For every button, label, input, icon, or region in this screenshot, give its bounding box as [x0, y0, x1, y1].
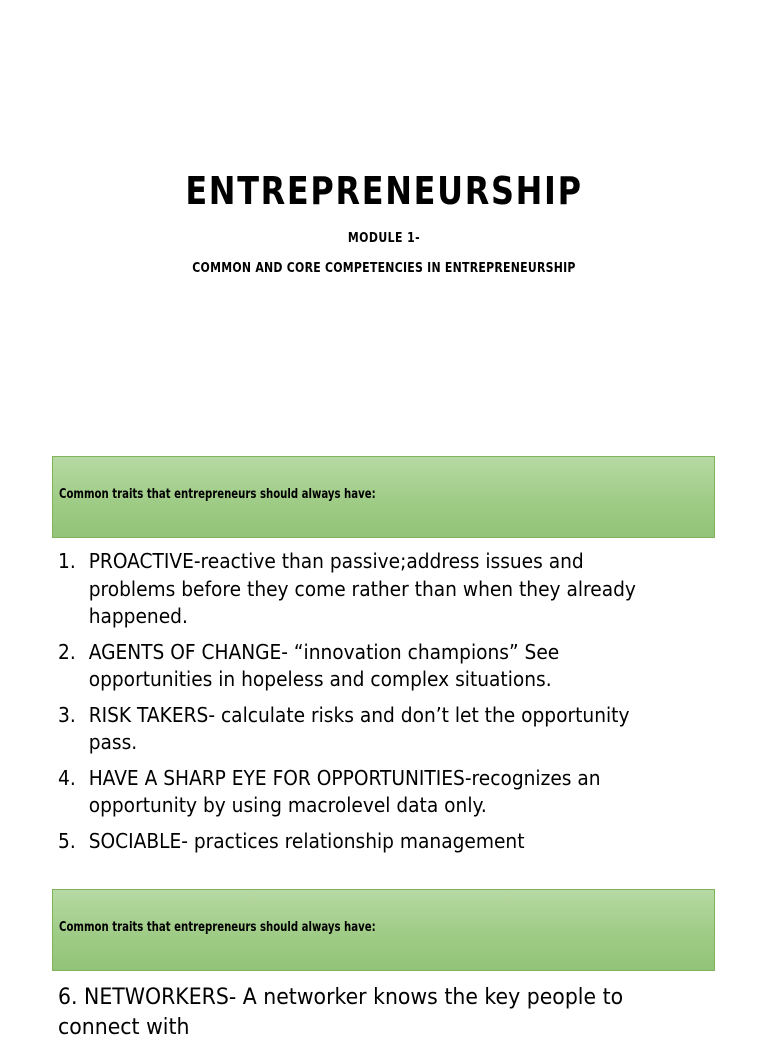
list-item-text: RISK TAKERS- calculate risks and don’t let the opportunity pass. — [88, 702, 630, 754]
section-header-text: Common traits that entrepreneurs should always have: — [59, 920, 376, 935]
list-item-text: PROACTIVE-reactive than passive;address issues and problems before they come rather than when they already happened. — [88, 549, 636, 628]
list-item-networkers: 6. NETWORKERS- A networker knows the key people to — [58, 985, 624, 1010]
list-item-number: 4. — [58, 765, 76, 790]
section-header-band — [52, 889, 715, 971]
list-item-text: SOCIABLE- practices relationship management — [88, 828, 525, 853]
list-item-text: HAVE A SHARP EYE FOR OPPORTUNITIES-recognizes an opportunity by using macrolevel data only. — [88, 765, 601, 817]
list-item-number: 3. — [58, 702, 76, 727]
module-subtitle: COMMON AND CORE COMPETENCIES IN ENTREPRENEURSHIP — [192, 261, 576, 276]
document-title: ENTREPRENEURSHIP — [185, 169, 583, 213]
list-item-number: 2. — [58, 639, 76, 664]
list-item — [58, 548, 672, 631]
list-item-text: AGENTS OF CHANGE- “innovation champions” See opportunities in hopeless and complex situations. — [88, 639, 560, 691]
list-item — [58, 639, 672, 694]
list-item — [58, 828, 672, 856]
list-item-networkers-continued: connect with — [58, 1015, 190, 1040]
traits-list — [58, 548, 718, 863]
section-header-band — [52, 456, 715, 538]
list-item-number: 5. — [58, 828, 76, 853]
module-label: MODULE 1- — [347, 231, 421, 246]
list-item — [58, 765, 672, 820]
list-item-number: 1. — [58, 549, 76, 573]
section-header-text: Common traits that entrepreneurs should always have: — [59, 487, 376, 502]
title-slide — [0, 0, 768, 440]
list-item — [58, 702, 672, 757]
